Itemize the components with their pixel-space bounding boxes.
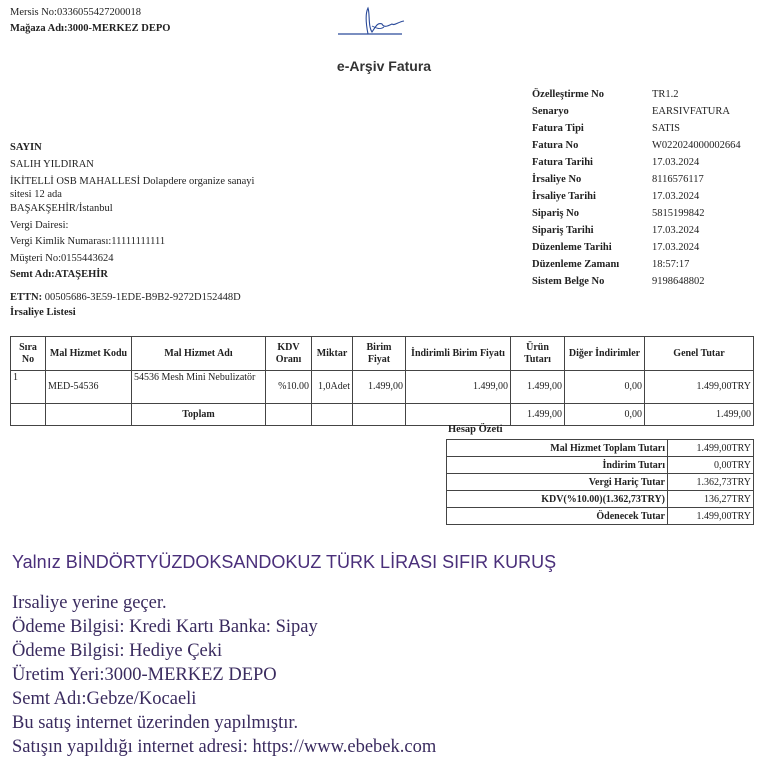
- meta-value: 17.03.2024: [652, 191, 700, 202]
- invoice-meta-table: [532, 86, 741, 290]
- cell-genel: 1.499,00TRY: [645, 371, 754, 404]
- summary-row: [447, 474, 754, 491]
- note-line: Semt Adı:Gebze/Kocaeli: [12, 689, 197, 709]
- meta-row: [532, 171, 741, 188]
- meta-value: W022024000002664: [652, 140, 741, 151]
- hesap-ozeti-title: Hesap Özeti: [448, 424, 503, 435]
- col-kod: Mal Hizmet Kodu: [46, 337, 132, 371]
- summary-value: 1.362,73TRY: [668, 474, 754, 491]
- col-indirimli: İndirimli Birim Fiyatı: [406, 337, 511, 371]
- col-miktar: Miktar: [312, 337, 353, 371]
- cell-birim: 1.499,00: [353, 371, 406, 404]
- meta-key: Fatura Tipi: [532, 123, 584, 134]
- buyer-vkn: Vergi Kimlik Numarası:11111111111: [10, 236, 166, 247]
- meta-row: [532, 86, 741, 103]
- buyer-address-2: sitesi 12 ada: [10, 189, 62, 200]
- buyer-block: [10, 140, 300, 284]
- meta-value: TR1.2: [652, 89, 679, 100]
- note-line: Satışın yapıldığı internet adresi: https://www.ebebek.com: [12, 737, 437, 757]
- col-kdv: KDV Oranı: [266, 337, 312, 371]
- col-diger: Diğer İndirimler: [565, 337, 645, 371]
- meta-row: [532, 256, 741, 273]
- note-line: Bu satış internet üzerinden yapılmıştır.: [12, 713, 299, 733]
- total-diger: 0,00: [565, 404, 645, 426]
- total-genel: 1.499,00: [645, 404, 754, 426]
- buyer-sayin: SAYIN: [10, 142, 42, 153]
- meta-value: 17.03.2024: [652, 157, 700, 168]
- meta-value: 9198648802: [652, 276, 705, 287]
- meta-row: [532, 222, 741, 239]
- magaza-adi: [10, 22, 170, 36]
- magaza-value: 3000-MERKEZ DEPO: [67, 23, 171, 34]
- document-title: e-Arşiv Fatura: [336, 58, 432, 74]
- meta-value: SATIS: [652, 123, 681, 134]
- items-table: [10, 336, 754, 426]
- summary-row: [447, 491, 754, 508]
- buyer-city: BAŞAKŞEHİR/İstanbul: [10, 203, 113, 214]
- ettn: ETTN: 00505686-3E59-1EDE-B9B2-9272D152448D: [10, 292, 241, 303]
- buyer-semt: Semt Adı:ATAŞEHİR: [10, 269, 108, 280]
- buyer-musteri-no: Müşteri No:0155443624: [10, 252, 114, 264]
- note-line: Irsaliye yerine geçer.: [12, 593, 167, 613]
- cell-diger: 0,00: [565, 371, 645, 404]
- summary-value: 136,27TRY: [668, 491, 754, 508]
- summary-key: Vergi Hariç Tutar: [447, 474, 668, 491]
- meta-key: Fatura Tarihi: [532, 157, 593, 168]
- meta-value: 5815199842: [652, 208, 705, 219]
- summary-key: Mal Hizmet Toplam Tutarı: [447, 440, 668, 457]
- cell-sira: 1: [11, 371, 46, 404]
- meta-row: [532, 239, 741, 256]
- summary-value: 1.499,00TRY: [668, 440, 754, 457]
- cell-miktar: 1,0Adet: [312, 371, 353, 404]
- meta-row: [532, 103, 741, 120]
- cell-indirimli: 1.499,00: [406, 371, 511, 404]
- meta-key: Fatura No: [532, 140, 579, 151]
- meta-key: Sipariş No: [532, 208, 579, 219]
- meta-row: [532, 120, 741, 137]
- meta-key: Sistem Belge No: [532, 276, 605, 287]
- meta-row: [532, 154, 741, 171]
- meta-value: 17.03.2024: [652, 242, 700, 253]
- meta-value: EARSIVFATURA: [652, 106, 730, 117]
- cell-kod: MED-54536: [46, 371, 132, 404]
- buyer-vergi-dairesi: Vergi Dairesi:: [10, 219, 69, 231]
- meta-key: Senaryo: [532, 106, 569, 117]
- meta-key: İrsaliye Tarihi: [532, 191, 596, 202]
- magaza-label: Mağaza Adı:: [10, 23, 68, 34]
- irsaliye-listesi: İrsaliye Listesi: [10, 307, 76, 318]
- col-urun: Ürün Tutarı: [511, 337, 565, 371]
- cell-kdv: %10.00: [266, 371, 312, 404]
- meta-key: Düzenleme Zamanı: [532, 259, 620, 270]
- yalniz-text: Yalnız BİNDÖRTYÜZDOKSANDOKUZ TÜRK LİRASI SIFIR KURUŞ: [12, 552, 557, 572]
- cell-ad: 54536 Mesh Mini Nebulizatör: [132, 371, 266, 404]
- total-label: Toplam: [132, 404, 266, 426]
- meta-value: 8116576117: [652, 174, 704, 185]
- meta-key: Sipariş Tarihi: [532, 225, 594, 236]
- summary-row: [447, 440, 754, 457]
- total-row: [11, 404, 754, 426]
- summary-row: [447, 508, 754, 525]
- note-line: Ödeme Bilgisi: Kredi Kartı Banka: Sipay: [12, 617, 318, 637]
- meta-row: [532, 273, 741, 290]
- meta-row: [532, 205, 741, 222]
- buyer-name: SALIH YILDIRAN: [10, 158, 94, 170]
- cell-urun: 1.499,00: [511, 371, 565, 404]
- signature-icon: [332, 4, 412, 44]
- note-line: Üretim Yeri:3000-MERKEZ DEPO: [12, 665, 277, 685]
- hesap-ozeti-table: [446, 439, 754, 525]
- col-sira: Sıra No: [11, 337, 46, 371]
- summary-row: [447, 457, 754, 474]
- meta-key: İrsaliye No: [532, 174, 582, 185]
- table-row: [11, 371, 754, 404]
- meta-value: 17.03.2024: [652, 225, 700, 236]
- col-birim: Birim Fiyat: [353, 337, 406, 371]
- items-header-row: [11, 337, 754, 371]
- mersis-no: Mersis No:0336055427200018: [10, 7, 141, 18]
- note-line: Ödeme Bilgisi: Hediye Çeki: [12, 641, 223, 661]
- col-ad: Mal Hizmet Adı: [132, 337, 266, 371]
- summary-value: 1.499,00TRY: [668, 508, 754, 525]
- meta-value: 18:57:17: [652, 259, 690, 270]
- meta-key: Düzenleme Tarihi: [532, 242, 612, 253]
- summary-value: 0,00TRY: [668, 457, 754, 474]
- buyer-address-1: İKİTELLİ OSB MAHALLESİ Dolapdere organize sanayi: [10, 176, 255, 187]
- meta-row: [532, 137, 741, 154]
- meta-row: [532, 188, 741, 205]
- summary-key: KDV(%10.00)(1.362,73TRY): [447, 491, 668, 508]
- summary-key: Ödenecek Tutar: [447, 508, 668, 525]
- summary-key: İndirim Tutarı: [447, 457, 668, 474]
- meta-key: Özelleştirme No: [532, 89, 605, 100]
- col-genel: Genel Tutar: [645, 337, 754, 371]
- total-urun: 1.499,00: [511, 404, 565, 426]
